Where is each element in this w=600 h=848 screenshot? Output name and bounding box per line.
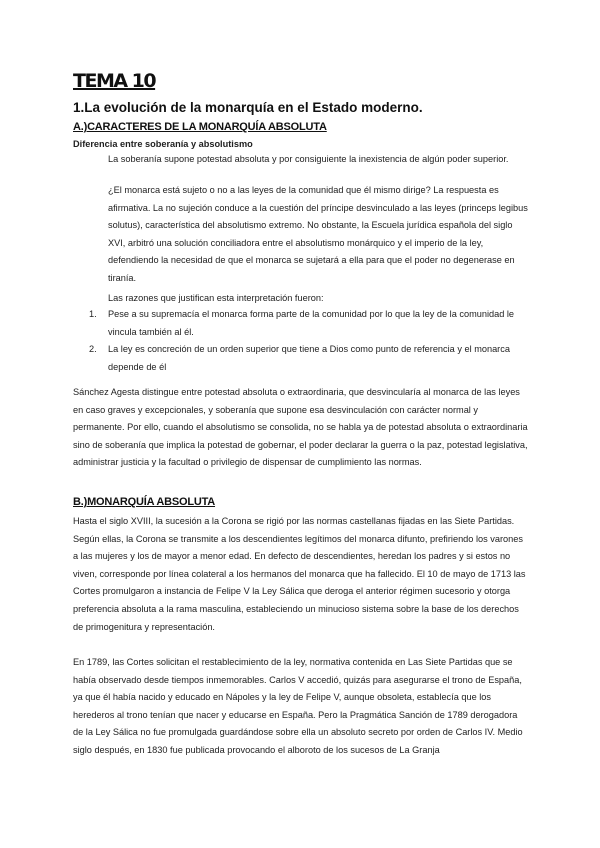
- paragraph-soberania: La soberanía supone potestad absoluta y por consiguiente la inexistencia de algún poder superior.: [108, 154, 509, 164]
- paragraph-monarca-sujeto: ¿El monarca está sujeto o no a las leyes de la comunidad que él mismo dirige? La respuesta es afirmativa. La no sujeción conduce a la cuestión del príncipe desvinculado a las leyes (princeps legibus solutus), característica del absolutismo extremo. No obstante, la Escuela jurídica española del siglo XVI, arbitró una solución conciliadora entre el absolutismo monárquico y el imperio de la ley, defendiendo la necesidad de que el monarca se sujetará a ella para que el poder no degenerase en tiranía.: [108, 185, 528, 283]
- section-title: 1.La evolución de la monarquía en el Estado moderno.: [73, 100, 423, 115]
- list-item: [73, 341, 528, 376]
- reasons-list: [73, 306, 528, 376]
- subsection-b-heading: B.)MONARQUÍA ABSOLUTA: [73, 496, 216, 508]
- paragraph-1789: En 1789, las Cortes solicitan el restablecimiento de la ley, normativa contenida en Las Siete Partidas que se había observado desde tiempos inmemorables. Carlos V accedió, quizás para asegurarse el trono de España, ya que él había nacido y educado en Nápoles y la ley de Felipe V, aunque obsoleta, establecía que los herederos al trono tenían que nacer y educarse en España. Pero la Pragmática Sanción de 1789 derogadora de la Ley Sálica no fue promulgada guardándose sobre ella un absoluto secreto por orden de Carlos IV. Medio siglo después, en 1830 fue publicada provocando el alboroto de los sucesos de La Granja: [73, 657, 523, 755]
- paragraph-sanchez-agesta: Sánchez Agesta distingue entre potestad absoluta o extraordinaria, que desvincularía al monarca de las leyes en caso graves y excepcionales, y soberanía que supone esa desvinculación con carácter normal y permanente. Por ello, cuando el absolutismo se consolida, no se habla ya de potestad absoluta o extraordinaria sino de soberanía que implica la potestad de gobernar, el poder declarar la guerra o la paz, potestad legislativa, administrar justicia y la facultad o privilegio de dispensar de cumplimiento las normas.: [73, 387, 528, 468]
- paragraph-razones-intro: Las razones que justifican esta interpretación fueron:: [108, 293, 324, 303]
- paragraph-sucesion: Hasta el siglo XVIII, la sucesión a la Corona se rigió por las normas castellanas fijadas en las Siete Partidas. Según ellas, la Corona se transmite a los descendientes legítimos del monarca difunto, prefiriendo los varones a las mujeres y los de mayor a menor edad. En defecto de descendientes, heredan los padres y si estos no viven, corresponde por línea colateral a los hermanos del monarca que ha fallecido. El 10 de mayo de 1713 las Cortes promulgaron a instancia de Felipe V la Ley Sálica que deroga el anterior régimen sucesorio y otorga preferencia absoluta a la rama masculina, estableciendo un minucioso sistema sobre la base de los derechos de primogenitura y representación.: [73, 516, 526, 632]
- subheading-soberania: Diferencia entre soberanía y absolutismo: [73, 139, 253, 149]
- list-item-number: 2.: [89, 344, 97, 355]
- list-item: [73, 306, 528, 341]
- chapter-heading: TEMA 10: [73, 70, 156, 92]
- list-item-text: La ley es concreción de un orden superior que tiene a Dios como punto de referencia y el monarca depende de él: [108, 344, 510, 372]
- list-item-number: 1.: [89, 309, 97, 319]
- list-item-text: Pese a su supremacía el monarca forma parte de la comunidad por lo que la ley de la comunidad le vincula también al él.: [108, 309, 515, 337]
- subsection-a-heading: A.)CARACTERES DE LA MONARQUÍA ABSOLUTA: [73, 121, 327, 133]
